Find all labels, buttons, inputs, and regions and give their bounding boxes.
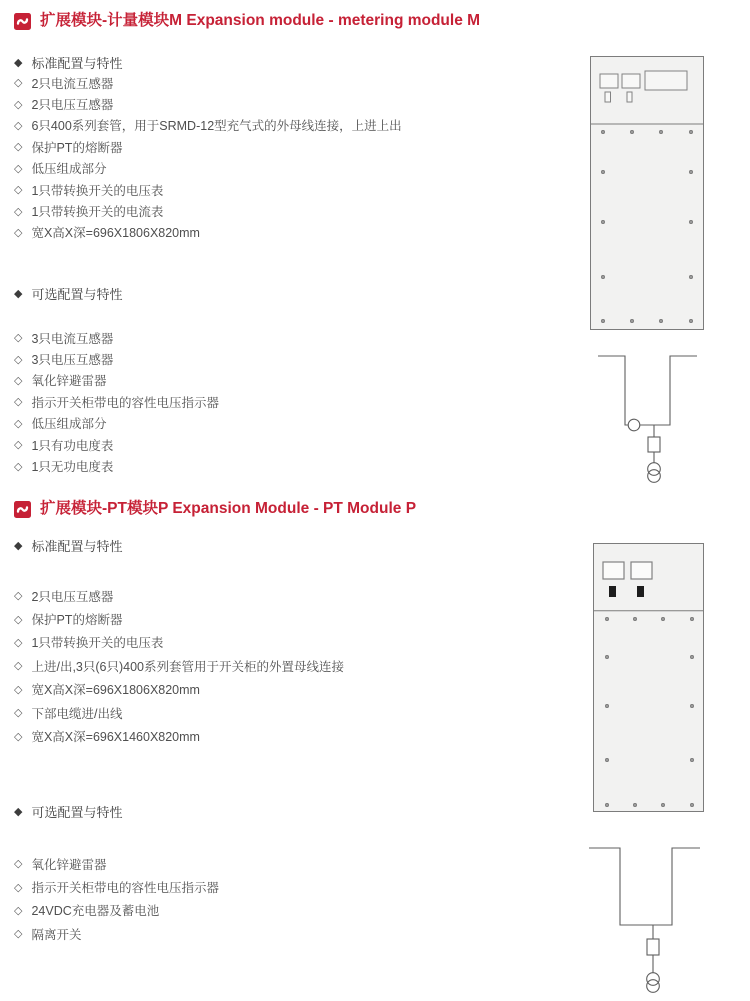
- feature-item: [14, 179, 580, 200]
- group-heading-label: 可选配置与特性: [31, 805, 123, 820]
- hollow-diamond-icon: ◇: [14, 184, 23, 197]
- feature-item: [14, 584, 580, 607]
- feature-item: [14, 158, 580, 179]
- hollow-diamond-icon: ◇: [14, 439, 23, 452]
- cabinet-front-view-drawing-icon: [593, 543, 704, 812]
- feature-item-text: 隔离开关: [31, 927, 82, 942]
- feature-item-text: 指示开关柜带电的容性电压指示器: [31, 395, 219, 410]
- feature-item-text: 保护PT的熔断器: [31, 140, 123, 155]
- group-heading-label: 标准配置与特性: [31, 56, 123, 71]
- feature-item: [14, 200, 580, 221]
- hollow-diamond-icon: ◇: [14, 374, 23, 387]
- cabinet-front-view-m: [590, 56, 704, 330]
- feature-item-text: 3只电流互感器: [31, 331, 114, 346]
- feature-item-text: 宽X高X深=696X1806X820mm: [31, 226, 200, 241]
- feature-item: [14, 852, 580, 875]
- feature-list: [14, 852, 580, 946]
- hollow-diamond-icon: ◇: [14, 396, 23, 409]
- hollow-diamond-icon: ◇: [14, 205, 23, 218]
- hollow-diamond-icon: ◇: [14, 77, 23, 90]
- group-heading: [14, 55, 580, 72]
- feature-item-text: 2只电流互感器: [31, 76, 114, 91]
- hollow-diamond-icon: ◇: [14, 928, 23, 941]
- hollow-diamond-icon: ◇: [14, 707, 23, 720]
- hollow-diamond-icon: ◇: [14, 904, 23, 917]
- filled-diamond-icon: ◆: [14, 57, 23, 69]
- feature-item: [14, 348, 580, 369]
- feature-item-text: 1只带转换开关的电压表: [31, 636, 164, 651]
- feature-item-text: 1只带转换开关的电流表: [31, 205, 164, 220]
- hollow-diamond-icon: ◇: [14, 119, 23, 132]
- feature-item-text: 低压组成部分: [31, 417, 107, 432]
- feature-item: [14, 93, 580, 114]
- group-pt-standard: [14, 538, 580, 748]
- feature-item: [14, 875, 580, 898]
- feature-item: [14, 631, 580, 654]
- hollow-diamond-icon: ◇: [14, 881, 23, 894]
- group-heading-label: 可选配置与特性: [31, 287, 123, 302]
- section-title: 扩展模块-计量模块M Expansion module - metering module M: [40, 12, 481, 29]
- feature-item-text: 6只400系列套管，用于SRMD-12型充气式的外母线连接，上进上出: [31, 119, 402, 134]
- filled-diamond-icon: ◆: [14, 806, 23, 818]
- feature-item-text: 下部电缆进/出线: [31, 706, 123, 721]
- group-heading-label: 标准配置与特性: [31, 539, 123, 554]
- group-metering-standard: [14, 55, 580, 243]
- feature-item: [14, 327, 580, 348]
- feature-item: [14, 222, 580, 243]
- s-wave-logo-icon: [14, 13, 31, 30]
- hollow-diamond-icon: ◇: [14, 636, 23, 649]
- feature-item-text: 上进/出,3只(6只)400系列套管用于开关柜的外置母线连接: [31, 659, 345, 674]
- hollow-diamond-icon: ◇: [14, 332, 23, 345]
- feature-item-text: 2只电压互感器: [31, 589, 114, 604]
- feature-item: [14, 899, 580, 922]
- feature-item-text: 24VDC充电器及蓄电池: [31, 904, 160, 919]
- feature-item: [14, 136, 580, 157]
- hollow-diamond-icon: ◇: [14, 226, 23, 239]
- feature-item: [14, 434, 580, 455]
- feature-list: [14, 72, 580, 243]
- hollow-diamond-icon: ◇: [14, 141, 23, 154]
- group-heading: [14, 538, 580, 555]
- group-heading: [14, 286, 580, 303]
- feature-list: [14, 327, 580, 477]
- hollow-diamond-icon: ◇: [14, 98, 23, 111]
- hollow-diamond-icon: ◇: [14, 858, 23, 871]
- feature-item-text: 宽X高X深=696X1460X820mm: [31, 730, 200, 745]
- feature-item: [14, 654, 580, 677]
- single-line-diagram-m: [588, 350, 709, 488]
- single-line-circuit-icon: [585, 840, 706, 996]
- single-line-diagram-p: [585, 840, 706, 996]
- feature-item: [14, 391, 580, 412]
- feature-item: [14, 922, 580, 945]
- feature-item: [14, 678, 580, 701]
- feature-item: [14, 607, 580, 630]
- hollow-diamond-icon: ◇: [14, 162, 23, 175]
- s-wave-logo-icon: [14, 501, 31, 518]
- feature-list: [14, 584, 580, 748]
- hollow-diamond-icon: ◇: [14, 683, 23, 696]
- hollow-diamond-icon: ◇: [14, 613, 23, 626]
- cabinet-front-view-p: [593, 543, 704, 812]
- feature-item-text: 1只有功电度表: [31, 438, 114, 453]
- feature-item: [14, 72, 580, 93]
- feature-item-text: 氧化锌避雷器: [31, 374, 107, 389]
- feature-item: [14, 455, 580, 476]
- section-title: 扩展模块-PT模块P Expansion Module - PT Module P: [40, 500, 417, 517]
- hollow-diamond-icon: ◇: [14, 730, 23, 743]
- feature-item-text: 3只电压互感器: [31, 353, 114, 368]
- section-header-pt: [14, 498, 416, 520]
- feature-item-text: 保护PT的熔断器: [31, 613, 123, 628]
- group-metering-optional: [14, 286, 580, 477]
- feature-item: [14, 724, 580, 747]
- feature-item: [14, 701, 580, 724]
- feature-item: [14, 115, 580, 136]
- section-header-metering: [14, 10, 480, 32]
- group-heading: [14, 804, 580, 821]
- filled-diamond-icon: ◆: [14, 540, 23, 552]
- feature-item-text: 1只带转换开关的电压表: [31, 183, 164, 198]
- single-line-circuit-icon: [588, 350, 709, 488]
- feature-item-text: 宽X高X深=696X1806X820mm: [31, 683, 200, 698]
- hollow-diamond-icon: ◇: [14, 660, 23, 673]
- filled-diamond-icon: ◆: [14, 288, 23, 300]
- feature-item: [14, 413, 580, 434]
- group-pt-optional: [14, 804, 580, 946]
- feature-item-text: 1只无功电度表: [31, 460, 114, 475]
- hollow-diamond-icon: ◇: [14, 353, 23, 366]
- hollow-diamond-icon: ◇: [14, 590, 23, 603]
- feature-item: [14, 370, 580, 391]
- feature-item-text: 氧化锌避雷器: [31, 857, 107, 872]
- hollow-diamond-icon: ◇: [14, 417, 23, 430]
- hollow-diamond-icon: ◇: [14, 460, 23, 473]
- feature-item-text: 低压组成部分: [31, 162, 107, 177]
- feature-item-text: 指示开关柜带电的容性电压指示器: [31, 881, 219, 896]
- cabinet-front-view-drawing-icon: [590, 56, 704, 330]
- feature-item-text: 2只电压互感器: [31, 98, 114, 113]
